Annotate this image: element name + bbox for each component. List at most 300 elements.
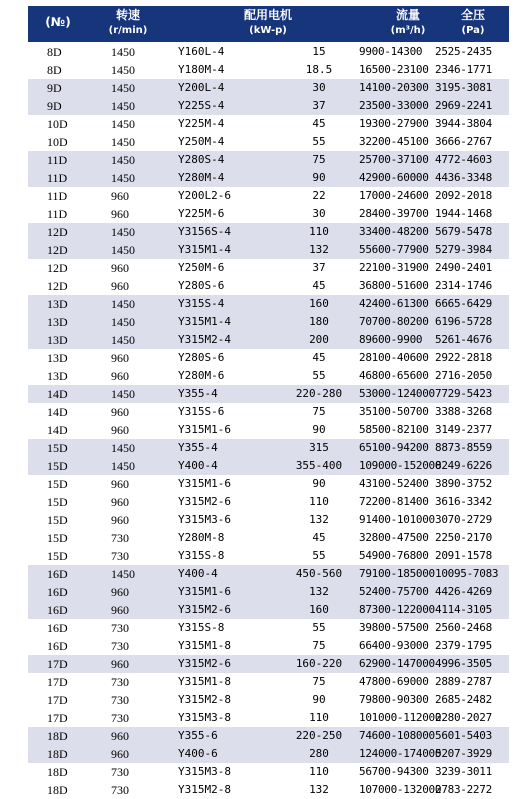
cell-power: 37 [312, 261, 326, 274]
cell-speed: 730 [111, 621, 129, 635]
cell-power: 45 [312, 279, 326, 292]
cell-speed: 1450 [111, 153, 135, 167]
cell-speed: 730 [111, 711, 129, 725]
cell-model: Y225M-4 [178, 117, 225, 130]
table-row [28, 511, 509, 529]
cell-flow: 28400-39700 [359, 207, 429, 220]
cell-speed: 730 [111, 531, 129, 545]
cell-pressure: 3666-2767 [435, 135, 492, 148]
table-row [28, 493, 509, 511]
cell-model: Y315M2-6 [178, 495, 231, 508]
cell-model: Y315S-8 [178, 549, 225, 562]
cell-flow: 42900-60000 [359, 171, 429, 184]
cell-flow: 28100-40600 [359, 351, 429, 364]
cell-model: Y315M1-6 [178, 585, 231, 598]
table-row [28, 223, 509, 241]
cell-model: Y280S-6 [178, 279, 225, 292]
cell-model: Y315M3-6 [178, 513, 231, 526]
cell-no: 8D [47, 45, 62, 59]
cell-flow: 56700-94300 [359, 765, 429, 778]
cell-power: 160 [309, 297, 329, 310]
cell-power: 90 [312, 171, 326, 184]
cell-flow: 124000-174000 [359, 747, 442, 760]
cell-no: 13D [47, 351, 68, 365]
cell-no: 17D [47, 693, 68, 707]
table-row [28, 421, 509, 439]
cell-flow: 47800-69000 [359, 675, 429, 688]
table-row [28, 403, 509, 421]
table-row [28, 673, 509, 691]
cell-model: Y315M1-6 [178, 477, 231, 490]
cell-model: Y315S-4 [178, 297, 225, 310]
header-no [28, 15, 88, 30]
cell-speed: 1450 [111, 63, 135, 77]
table-row [28, 547, 509, 565]
cell-pressure: 2783-2272 [435, 783, 492, 796]
cell-pressure: 6665-6429 [435, 297, 492, 310]
cell-model: Y315M2-4 [178, 333, 231, 346]
cell-no: 16D [47, 567, 68, 581]
cell-pressure: 4114-3105 [435, 603, 492, 616]
cell-pressure: 3195-3081 [435, 81, 492, 94]
cell-speed: 1450 [111, 135, 135, 149]
cell-pressure: 8249-6226 [435, 459, 492, 472]
table-row [28, 583, 509, 601]
cell-speed: 730 [111, 765, 129, 779]
cell-flow: 66400-93000 [359, 639, 429, 652]
cell-pressure: 3616-3342 [435, 495, 492, 508]
cell-model: Y315S-8 [178, 621, 225, 634]
cell-no: 12D [47, 243, 68, 257]
table-row [28, 43, 509, 61]
cell-flow: 46800-65600 [359, 369, 429, 382]
cell-model: Y315M1-4 [178, 315, 231, 328]
cell-speed: 1450 [111, 99, 135, 113]
table-row [28, 277, 509, 295]
cell-model: Y180M-4 [178, 63, 225, 76]
cell-model: Y200L2-6 [178, 189, 231, 202]
cell-flow: 107000-132000 [359, 783, 442, 796]
cell-no: 10D [47, 135, 68, 149]
cell-pressure: 2091-1578 [435, 549, 492, 562]
cell-power: 75 [312, 675, 326, 688]
cell-model: Y315M3-8 [178, 711, 231, 724]
table-row [28, 727, 509, 745]
table-row [28, 745, 509, 763]
cell-power: 55 [312, 621, 326, 634]
cell-no: 9D [47, 99, 62, 113]
header-speed-title: 转速 [115, 8, 140, 22]
table-row [28, 655, 509, 673]
cell-no: 12D [47, 225, 68, 239]
cell-power: 55 [312, 135, 326, 148]
table-row [28, 61, 509, 79]
cell-power: 90 [312, 693, 326, 706]
cell-pressure: 2250-2170 [435, 531, 492, 544]
cell-speed: 960 [111, 279, 129, 293]
cell-power: 30 [312, 207, 326, 220]
cell-power: 355-400 [295, 459, 343, 472]
table-row [28, 115, 509, 133]
cell-power: 110 [309, 225, 329, 238]
cell-no: 17D [47, 711, 68, 725]
cell-power: 30 [312, 81, 326, 94]
cell-model: Y355-4 [178, 441, 218, 454]
cell-speed: 1450 [111, 459, 135, 473]
cell-flow: 32800-47500 [359, 531, 429, 544]
header-flow-unit: (m³/h) [390, 25, 426, 36]
table-row [28, 565, 509, 583]
cell-speed: 960 [111, 747, 129, 761]
cell-power: 180 [309, 315, 329, 328]
cell-speed: 1450 [111, 297, 135, 311]
cell-flow: 25700-37100 [359, 153, 429, 166]
table-row [28, 205, 509, 223]
cell-speed: 730 [111, 675, 129, 689]
table-row [28, 691, 509, 709]
cell-pressure: 2969-2241 [435, 99, 492, 112]
cell-pressure: 2716-2050 [435, 369, 492, 382]
table-header [28, 6, 509, 42]
table-row [28, 781, 509, 799]
cell-power: 15 [312, 45, 326, 58]
cell-no: 11D [47, 171, 68, 185]
header-motor [178, 8, 358, 38]
cell-speed: 960 [111, 351, 129, 365]
cell-power: 132 [309, 585, 329, 598]
cell-speed: 1450 [111, 225, 135, 239]
cell-pressure: 8873-8559 [435, 441, 492, 454]
cell-speed: 960 [111, 423, 129, 437]
cell-speed: 960 [111, 495, 129, 509]
cell-speed: 960 [111, 189, 129, 203]
cell-pressure: 10095-7083 [435, 567, 499, 580]
cell-pressure: 5261-4676 [435, 333, 492, 346]
cell-no: 15D [47, 549, 68, 563]
cell-speed: 1450 [111, 441, 135, 455]
cell-power: 75 [312, 639, 326, 652]
header-speed [88, 8, 168, 38]
cell-no: 14D [47, 405, 68, 419]
table-row [28, 331, 509, 349]
table-row [28, 79, 509, 97]
cell-no: 18D [47, 783, 68, 797]
cell-power: 160-220 [295, 657, 343, 670]
cell-speed: 960 [111, 657, 129, 671]
table-row [28, 529, 509, 547]
table-row [28, 151, 509, 169]
cell-no: 13D [47, 297, 68, 311]
cell-model: Y280M-8 [178, 531, 225, 544]
cell-no: 13D [47, 369, 68, 383]
cell-flow: 43100-52400 [359, 477, 429, 490]
cell-power: 220-280 [295, 387, 343, 400]
cell-power: 315 [309, 441, 329, 454]
cell-pressure: 3070-2729 [435, 513, 492, 526]
cell-pressure: 5601-5403 [435, 729, 492, 742]
cell-speed: 960 [111, 261, 129, 275]
cell-no: 15D [47, 477, 68, 491]
cell-pressure: 2922-2818 [435, 351, 492, 364]
cell-model: Y280M-6 [178, 369, 225, 382]
cell-model: Y315M2-6 [178, 603, 231, 616]
cell-model: Y400-4 [178, 459, 218, 472]
header-flow [373, 8, 443, 38]
cell-power: 110 [309, 711, 329, 724]
cell-power: 90 [312, 423, 326, 436]
cell-flow: 52400-75700 [359, 585, 429, 598]
cell-model: Y315M1-8 [178, 675, 231, 688]
cell-speed: 960 [111, 405, 129, 419]
cell-pressure: 2560-2468 [435, 621, 492, 634]
cell-model: Y315M1-6 [178, 423, 231, 436]
cell-speed: 730 [111, 549, 129, 563]
cell-no: 8D [47, 63, 62, 77]
cell-no: 12D [47, 279, 68, 293]
cell-pressure: 2346-1771 [435, 63, 492, 76]
table-row [28, 313, 509, 331]
cell-power: 132 [309, 513, 329, 526]
cell-power: 55 [312, 369, 326, 382]
cell-speed: 730 [111, 693, 129, 707]
cell-speed: 1450 [111, 81, 135, 95]
cell-model: Y280S-4 [178, 153, 225, 166]
cell-power: 90 [312, 477, 326, 490]
cell-speed: 1450 [111, 171, 135, 185]
cell-pressure: 5279-3984 [435, 243, 492, 256]
cell-power: 18.5 [305, 63, 333, 76]
cell-power: 37 [312, 99, 326, 112]
cell-pressure: 3239-3011 [435, 765, 492, 778]
cell-flow: 36800-51600 [359, 279, 429, 292]
cell-no: 16D [47, 639, 68, 653]
cell-flow: 74600-108000 [359, 729, 435, 742]
cell-no: 11D [47, 189, 68, 203]
cell-model: Y225M-6 [178, 207, 225, 220]
cell-no: 11D [47, 207, 68, 221]
cell-power: 110 [309, 765, 329, 778]
cell-no: 15D [47, 459, 68, 473]
cell-no: 16D [47, 585, 68, 599]
cell-speed: 960 [111, 207, 129, 221]
table-row [28, 295, 509, 313]
cell-power: 280 [309, 747, 329, 760]
cell-pressure: 2092-2018 [435, 189, 492, 202]
cell-flow: 42400-61300 [359, 297, 429, 310]
cell-no: 13D [47, 315, 68, 329]
cell-no: 14D [47, 423, 68, 437]
cell-pressure: 2490-2401 [435, 261, 492, 274]
cell-flow: 87300-122000 [359, 603, 435, 616]
table-row [28, 385, 509, 403]
cell-model: Y315M1-8 [178, 639, 231, 652]
cell-no: 18D [47, 747, 68, 761]
cell-power: 110 [309, 495, 329, 508]
cell-pressure: 5679-5478 [435, 225, 492, 238]
header-pressure-unit: (Pa) [461, 25, 485, 36]
cell-flow: 19300-27900 [359, 117, 429, 130]
table-row [28, 133, 509, 151]
cell-model: Y3156S-4 [178, 225, 231, 238]
cell-no: 16D [47, 603, 68, 617]
cell-model: Y315M2-6 [178, 657, 231, 670]
cell-flow: 14100-20300 [359, 81, 429, 94]
cell-pressure: 2525-2435 [435, 45, 492, 58]
table-row [28, 367, 509, 385]
cell-power: 45 [312, 117, 326, 130]
cell-flow: 55600-77900 [359, 243, 429, 256]
cell-no: 15D [47, 441, 68, 455]
cell-pressure: 2379-1795 [435, 639, 492, 652]
cell-flow: 62900-147000 [359, 657, 435, 670]
cell-speed: 1450 [111, 387, 135, 401]
table-row [28, 457, 509, 475]
cell-power: 450-560 [295, 567, 343, 580]
cell-model: Y315S-6 [178, 405, 225, 418]
header-pressure [443, 8, 503, 38]
header-no-label: (№) [45, 15, 71, 29]
cell-power: 75 [312, 153, 326, 166]
cell-flow: 35100-50700 [359, 405, 429, 418]
cell-no: 18D [47, 765, 68, 779]
cell-power: 132 [309, 783, 329, 796]
cell-flow: 70700-80200 [359, 315, 429, 328]
cell-flow: 109000-152000 [359, 459, 442, 472]
cell-model: Y250M-4 [178, 135, 225, 148]
header-speed-unit: (r/min) [108, 25, 148, 36]
cell-power: 22 [312, 189, 326, 202]
cell-no: 15D [47, 495, 68, 509]
cell-power: 220-250 [295, 729, 343, 742]
cell-model: Y225S-4 [178, 99, 225, 112]
cell-model: Y280S-6 [178, 351, 225, 364]
table-row [28, 619, 509, 637]
cell-flow: 89600-9900 [359, 333, 423, 346]
table-body [28, 43, 509, 799]
cell-model: Y400-4 [178, 567, 218, 580]
header-pressure-title: 全压 [460, 8, 485, 22]
table-row [28, 259, 509, 277]
cell-pressure: 7729-5423 [435, 387, 492, 400]
cell-pressure: 2314-1746 [435, 279, 492, 292]
cell-flow: 23500-33000 [359, 99, 429, 112]
cell-model: Y160L-4 [178, 45, 225, 58]
table-row [28, 169, 509, 187]
cell-no: 17D [47, 657, 68, 671]
cell-no: 9D [47, 81, 62, 95]
cell-model: Y355-6 [178, 729, 218, 742]
cell-flow: 79100-185000 [359, 567, 435, 580]
table-row [28, 187, 509, 205]
cell-pressure: 4436-3348 [435, 171, 492, 184]
cell-model: Y355-4 [178, 387, 218, 400]
cell-flow: 17000-24600 [359, 189, 429, 202]
cell-no: 16D [47, 621, 68, 635]
cell-pressure: 4426-4269 [435, 585, 492, 598]
cell-speed: 960 [111, 369, 129, 383]
table-row [28, 709, 509, 727]
cell-pressure: 2889-2787 [435, 675, 492, 688]
table-row [28, 439, 509, 457]
cell-flow: 91400-101000 [359, 513, 435, 526]
header-motor-title: 配用电机 [243, 8, 292, 22]
cell-flow: 9900-14300 [359, 45, 423, 58]
header-motor-unit: (kW-p) [249, 25, 287, 36]
table-row [28, 475, 509, 493]
cell-pressure: 2280-2027 [435, 711, 492, 724]
cell-no: 17D [47, 675, 68, 689]
table-row [28, 637, 509, 655]
cell-flow: 65100-94200 [359, 441, 429, 454]
cell-speed: 960 [111, 585, 129, 599]
cell-speed: 730 [111, 639, 129, 653]
cell-model: Y315M3-8 [178, 765, 231, 778]
cell-no: 10D [47, 117, 68, 131]
cell-pressure: 3944-3804 [435, 117, 492, 130]
cell-no: 12D [47, 261, 68, 275]
cell-pressure: 5207-3929 [435, 747, 492, 760]
cell-power: 132 [309, 243, 329, 256]
cell-power: 55 [312, 549, 326, 562]
cell-speed: 730 [111, 783, 129, 797]
cell-pressure: 4772-4603 [435, 153, 492, 166]
cell-speed: 960 [111, 729, 129, 743]
cell-power: 45 [312, 351, 326, 364]
cell-pressure: 3149-2377 [435, 423, 492, 436]
cell-pressure: 6196-5728 [435, 315, 492, 328]
cell-power: 160 [309, 603, 329, 616]
cell-power: 200 [309, 333, 329, 346]
cell-no: 11D [47, 153, 68, 167]
cell-flow: 53000-124000 [359, 387, 435, 400]
cell-speed: 960 [111, 513, 129, 527]
cell-speed: 1450 [111, 45, 135, 59]
cell-flow: 33400-48200 [359, 225, 429, 238]
table-row [28, 97, 509, 115]
cell-speed: 1450 [111, 567, 135, 581]
cell-flow: 79800-90300 [359, 693, 429, 706]
cell-speed: 1450 [111, 243, 135, 257]
table-row [28, 349, 509, 367]
cell-flow: 22100-31900 [359, 261, 429, 274]
cell-flow: 16500-23100 [359, 63, 429, 76]
table-row [28, 241, 509, 259]
cell-speed: 960 [111, 477, 129, 491]
cell-model: Y280M-4 [178, 171, 225, 184]
cell-power: 45 [312, 531, 326, 544]
cell-model: Y200L-4 [178, 81, 225, 94]
cell-no: 15D [47, 531, 68, 545]
cell-flow: 58500-82100 [359, 423, 429, 436]
cell-model: Y250M-6 [178, 261, 225, 274]
cell-flow: 32200-45100 [359, 135, 429, 148]
cell-flow: 54900-76800 [359, 549, 429, 562]
cell-speed: 1450 [111, 333, 135, 347]
cell-model: Y315M2-8 [178, 693, 231, 706]
cell-flow: 101000-112000 [359, 711, 442, 724]
cell-model: Y315M1-4 [178, 243, 231, 256]
cell-speed: 1450 [111, 117, 135, 131]
table-row [28, 763, 509, 781]
cell-pressure: 3890-3752 [435, 477, 492, 490]
cell-no: 18D [47, 729, 68, 743]
cell-no: 13D [47, 333, 68, 347]
cell-no: 14D [47, 387, 68, 401]
cell-model: Y315M2-8 [178, 783, 231, 796]
cell-pressure: 3388-3268 [435, 405, 492, 418]
cell-flow: 72200-81400 [359, 495, 429, 508]
cell-pressure: 1944-1468 [435, 207, 492, 220]
